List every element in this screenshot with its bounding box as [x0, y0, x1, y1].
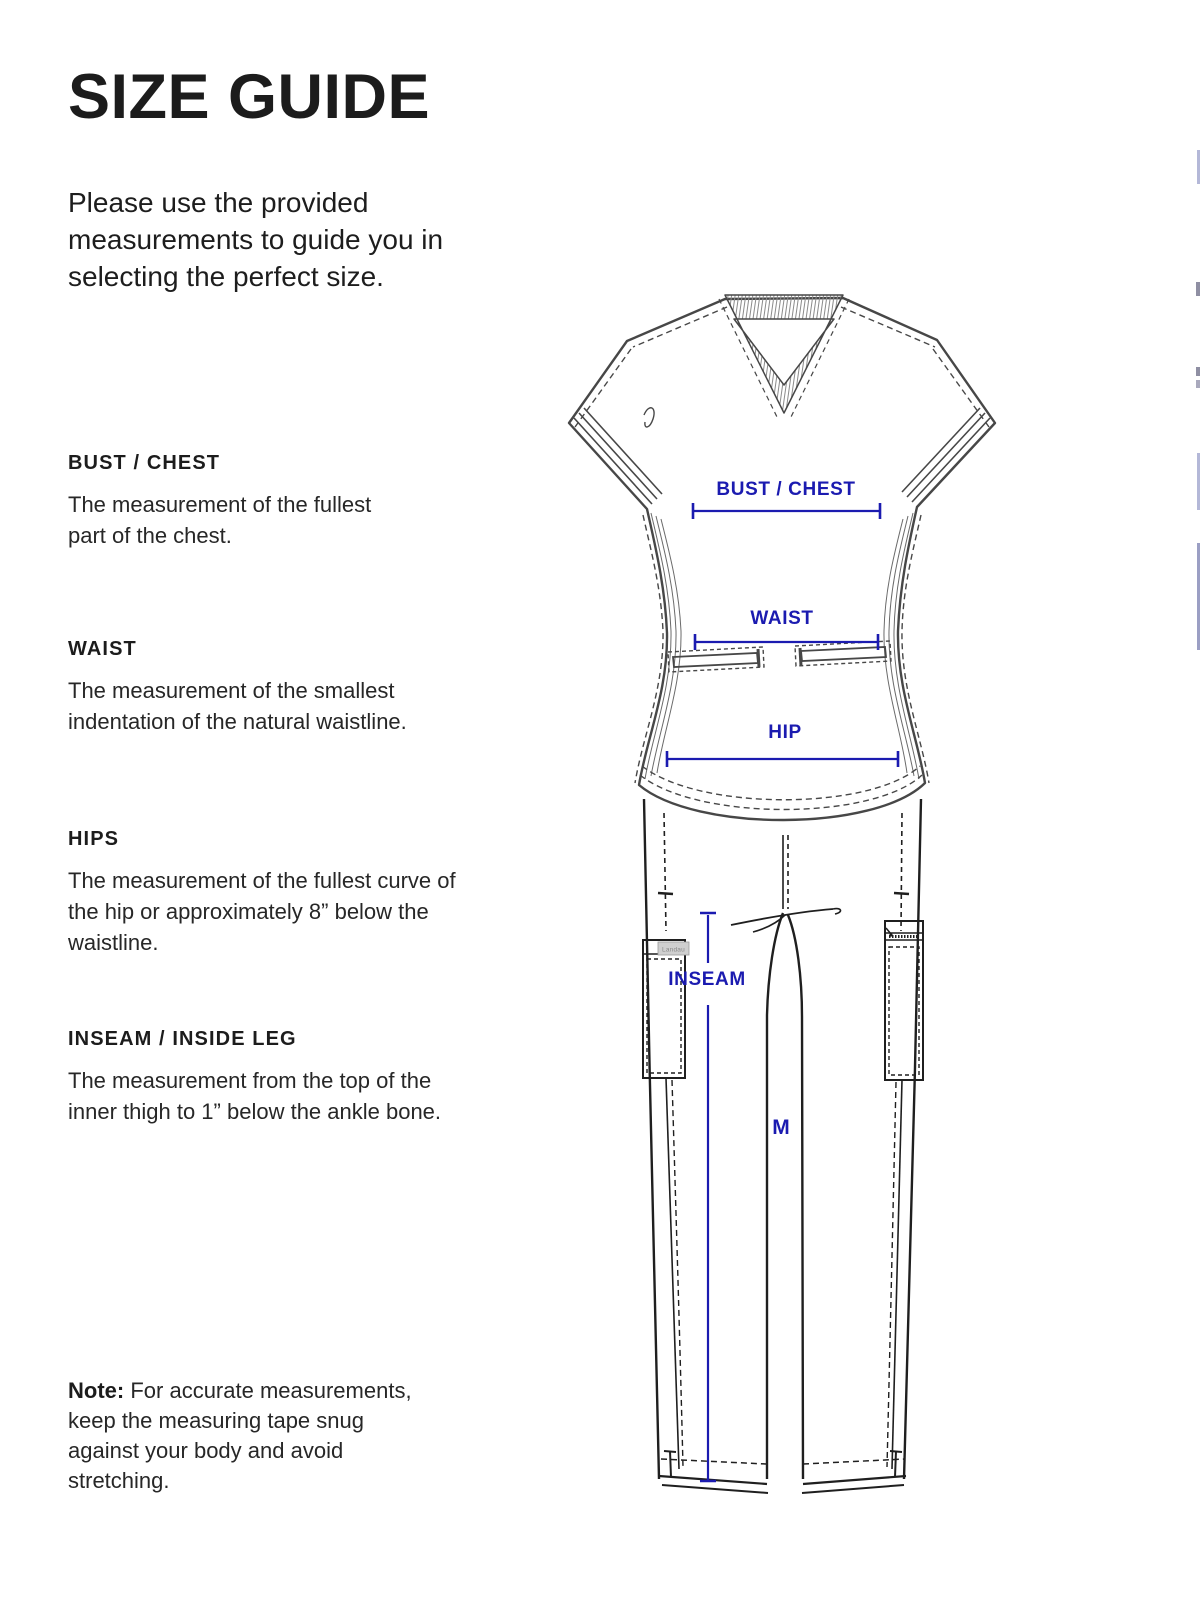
drawstring	[731, 909, 841, 932]
size-marker-label: M	[772, 1116, 790, 1139]
section-heading: HIPS	[68, 828, 120, 850]
section-heading: WAIST	[68, 638, 137, 660]
section-body: The measurement from the top of the inner thigh to 1” below the ankle bone.	[68, 1068, 442, 1124]
waist-measure-label: WAIST	[750, 608, 814, 629]
brand-tag-label: Landau	[662, 946, 685, 954]
note-text	[68, 1376, 418, 1496]
ankle-hem-left	[659, 1451, 768, 1493]
section-hips	[68, 828, 463, 958]
bust-measure-label: BUST / CHEST	[716, 479, 856, 500]
note-label: Note:	[68, 1378, 125, 1403]
section-heading: BUST / CHEST	[68, 452, 221, 474]
page-title: SIZE GUIDE	[68, 62, 431, 132]
scrubs-technical-sketch	[545, 283, 1000, 1528]
section-waist	[68, 638, 408, 737]
cropped-edge-artifact	[1196, 282, 1200, 296]
section-inseam	[68, 1028, 443, 1127]
hip-measure-label: HIP	[768, 722, 802, 743]
intro-text: Please use the provided measurements to guide you in selecting the perfect size.	[68, 187, 444, 292]
section-heading: INSEAM / INSIDE LEG	[68, 1028, 297, 1050]
garment-diagram	[545, 283, 1000, 1528]
section-body: The measurement of the fullest part of the chest.	[68, 492, 372, 548]
inseam-measure-label: INSEAM	[668, 969, 746, 990]
inseam-measurement	[668, 913, 746, 1481]
cropped-edge-artifact	[1196, 380, 1200, 388]
scrub-pants-drawing	[643, 799, 923, 1493]
section-body: The measurement of the smallest indentation of the natural waistline.	[68, 678, 407, 734]
section-body: The measurement of the fullest curve of the hip or approximately 8” below the waistline.	[68, 868, 456, 955]
cropped-edge-artifact	[1196, 367, 1200, 376]
note-body: For accurate measurements, keep the measuring tape snug against your body and avoid stretching.	[68, 1378, 412, 1493]
ankle-hem-right	[802, 1451, 906, 1493]
section-bust-chest	[68, 452, 398, 551]
